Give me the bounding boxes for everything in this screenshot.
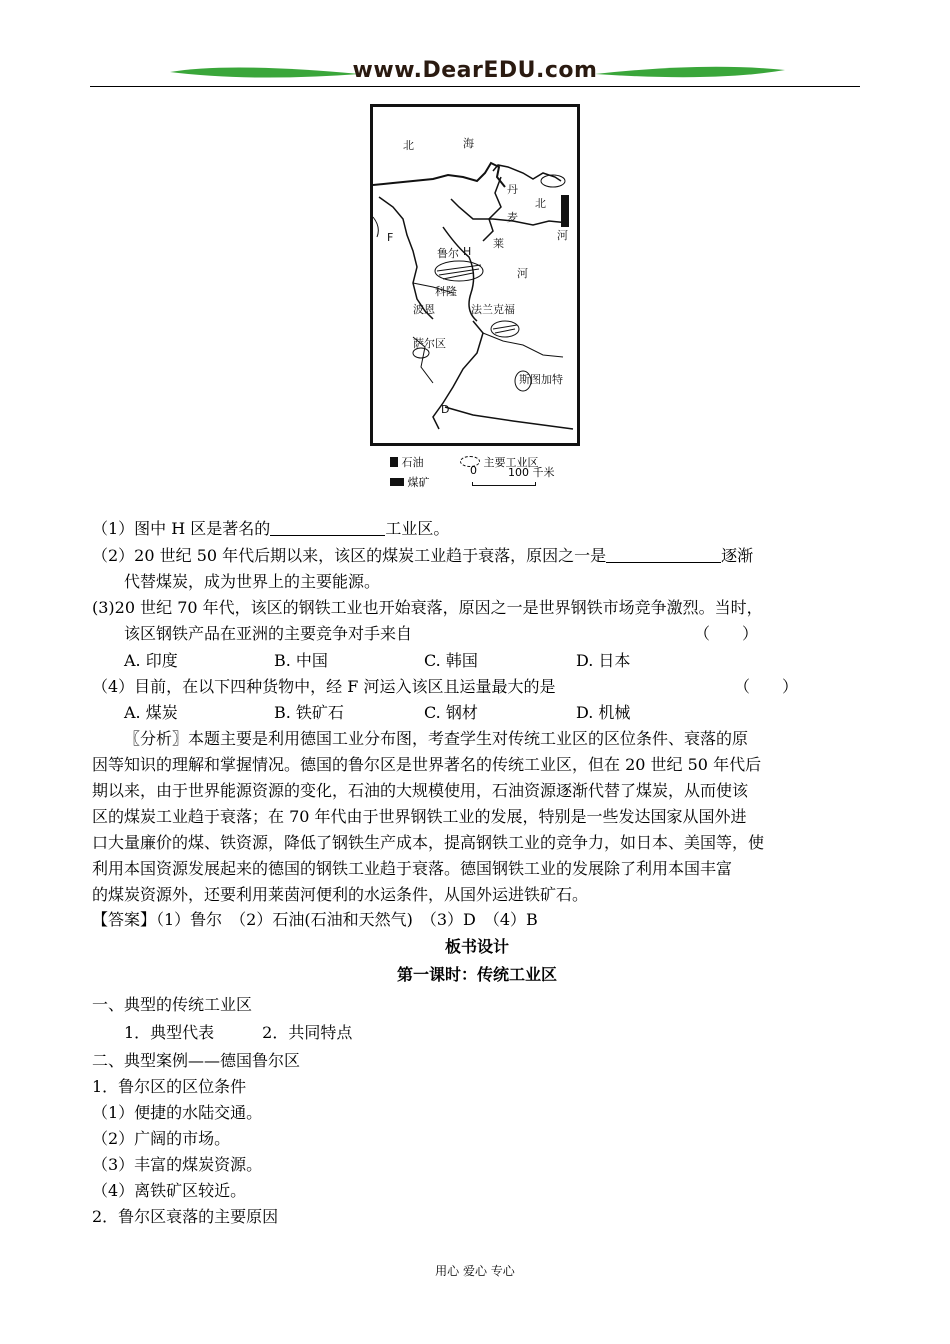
analysis-line-3: 期以来，由于世界能源资源的变化，石油的大规模使用，石油资源逐渐代替了煤炭，从而使该: [92, 781, 749, 800]
analysis-line-4: 区的煤炭工业趋于衰落；在 70 年代由于世界钢铁工业的发展，特别是一些发达国家从国外进: [92, 807, 747, 826]
map-label-lai: 莱: [493, 237, 504, 250]
q3-option-d[interactable]: D. 日本: [576, 651, 631, 670]
q4-option-d[interactable]: D. 机械: [576, 703, 631, 722]
q2-text: （2）20 世纪 50 年代后期以来，该区的煤炭工业趋于衰落，原因之一是: [92, 546, 607, 565]
board-title: 板书设计: [444, 937, 509, 956]
q3-text: 该区钢铁产品在亚洲的主要竞争对手来自: [124, 624, 413, 643]
board-line-1: 一、典型的传统工业区: [92, 995, 253, 1014]
q1-text: （1）图中 H 区是著名的: [92, 519, 271, 538]
map-label-he: 河: [557, 229, 568, 242]
board-subtitle: 第一课时：传统工业区: [396, 965, 557, 984]
analysis-line-2: 因等知识的理解和掌握情况。德国的鲁尔区是世界著名的传统工业区，但在 20 世纪 50 年代后: [92, 755, 762, 774]
board-line-4: 1．鲁尔区的区位条件: [92, 1077, 247, 1096]
board-line-3: 二、典型案例——德国鲁尔区: [92, 1051, 301, 1070]
page-footer: 用心 爱心 专心: [435, 1264, 515, 1278]
answer-line: 【答案】（1）鲁尔 （2）石油(石油和天然气) （3）D （4）B: [92, 910, 538, 929]
map-label-north: 北: [403, 139, 414, 152]
page-header: [90, 58, 860, 90]
map-label-sitgt: 斯图加特: [519, 373, 563, 386]
map-label-saer: 萨尔区: [413, 337, 446, 350]
header-rule: [90, 86, 860, 87]
question-3: (3)20 世纪 70 年代，该区的钢铁工业也开始衰落，原因之一是世界钢铁市场竞争激烈。当时，: [92, 598, 763, 617]
board-line-6: （2）广阔的市场。: [92, 1129, 231, 1148]
scale-zero: 0: [470, 464, 477, 477]
scale-value: 100 千米: [508, 466, 555, 479]
map-label-f: F: [387, 231, 394, 244]
q2-blank[interactable]: [606, 544, 721, 563]
q3-option-b[interactable]: B. 中国: [274, 651, 328, 670]
map-label-dan: 丹: [507, 183, 518, 196]
q1-blank[interactable]: [270, 517, 385, 536]
q4-option-c[interactable]: C. 钢材: [424, 703, 478, 722]
analysis-line-7: 的煤炭资源外，还要利用莱茵河便利的水运条件，从国外运进铁矿石。: [92, 885, 589, 904]
analysis-line-6: 利用本国资源发展起来的德国的钢铁工业趋于衰落。德国钢铁工业的发展除了利用本国丰富: [92, 859, 733, 878]
board-line-7: （3）丰富的煤炭资源。: [92, 1155, 263, 1174]
site-logo: www.DearEDU.com: [352, 58, 598, 83]
q4-paren[interactable]: （ ）: [734, 677, 799, 696]
map-label-h: H: [463, 245, 472, 258]
map-label-kelun: 科隆: [435, 285, 457, 298]
question-4: [92, 674, 862, 700]
oil-legend: [390, 454, 424, 470]
q4-text: （4）目前，在以下四种货物中，经 F 河运入该区且运量最大的是: [92, 677, 556, 696]
map-drawing: [373, 107, 577, 443]
q4-option-a[interactable]: A. 煤炭: [124, 703, 178, 722]
q3-paren[interactable]: （ ）: [694, 624, 759, 643]
question-2-cont: 代替煤炭，成为世界上的主要能源。: [124, 572, 381, 591]
question-2: [92, 543, 862, 569]
map-label-bei: 北: [535, 197, 546, 210]
germany-industry-map: [370, 104, 580, 446]
q4-option-b[interactable]: B. 铁矿石: [274, 703, 344, 722]
coal-icon: [390, 478, 404, 486]
map-label-bo: 波恩: [413, 303, 435, 316]
map-label-luer: 鲁尔: [437, 247, 459, 260]
map-label-mai: 麦: [507, 211, 518, 224]
industrial-legend-label: 主要工业区: [483, 456, 539, 469]
q3-option-c[interactable]: C. 韩国: [424, 651, 478, 670]
analysis-line-5: 口大量廉价的煤、铁资源，降低了钢铁生产成本，提高钢铁工业的竞争力，如日本、美国等，使: [92, 833, 765, 852]
q1-text-end: 工业区。: [385, 519, 450, 538]
map-label-d: D: [441, 403, 450, 416]
board-line-8: （4）离铁矿区较近。: [92, 1181, 247, 1200]
q2-text-end: 逐渐: [721, 546, 754, 565]
board-line-2: 1．典型代表 2．共同特点: [92, 1023, 353, 1042]
coal-legend-label: 煤矿: [407, 476, 430, 489]
scale-bar: [472, 482, 536, 486]
oil-legend-label: 石油: [401, 456, 424, 469]
map-label-he2: 河: [517, 267, 528, 280]
board-line-9: 2．鲁尔区衰落的主要原因: [92, 1207, 279, 1226]
question-3-cont: [124, 621, 894, 647]
map-label-sea: 海: [463, 137, 474, 150]
coal-legend: [390, 474, 430, 490]
q3-option-a[interactable]: A. 印度: [124, 651, 178, 670]
analysis-line-1: 〖分析〗本题主要是利用德国工业分布图，考查学生对传统工业区的区位条件、衰落的原: [124, 729, 749, 748]
board-line-5: （1）便捷的水陆交通。: [92, 1103, 263, 1122]
oil-icon: [390, 457, 398, 467]
map-label-falan: 法兰克福: [471, 303, 515, 316]
map-legend: [390, 452, 600, 492]
question-1: [92, 516, 862, 542]
